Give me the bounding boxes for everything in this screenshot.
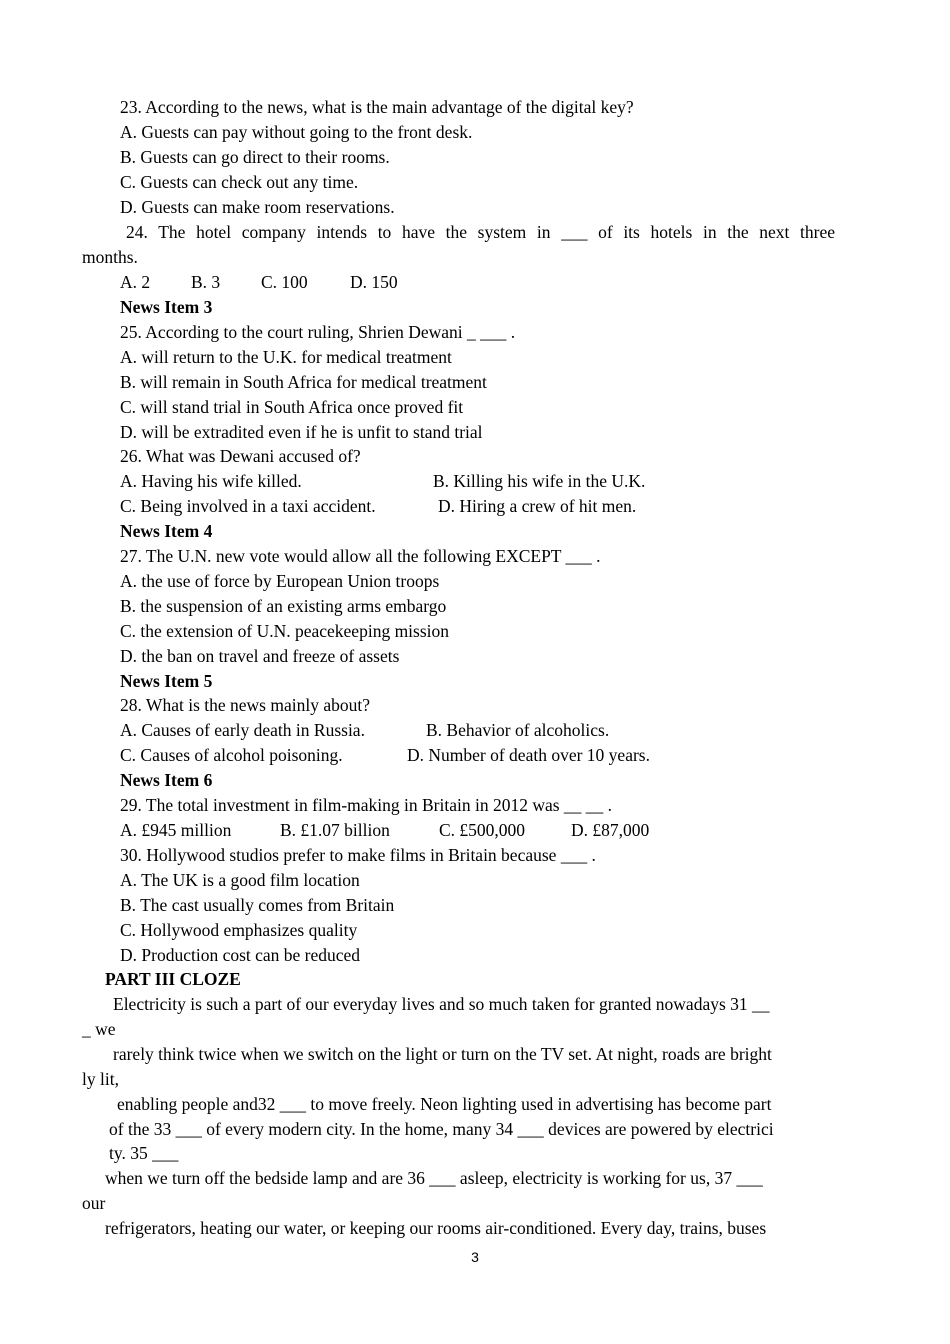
news-item-3-heading: News Item 3	[120, 297, 213, 317]
q29-option-d: D. £87,000	[571, 820, 650, 840]
news-item-4-heading: News Item 4	[120, 521, 213, 541]
cloze-line-8: when we turn off the bedside lamp and are 36 ___ asleep, electricity is working for us, 37 ___	[105, 1168, 763, 1188]
q27-option-b: B. the suspension of an existing arms embargo	[120, 596, 447, 616]
q23-option-d: D. Guests can make room reservations.	[120, 197, 395, 217]
cloze-line-2: _ we	[82, 1019, 116, 1039]
q28-option-b: B. Behavior of alcoholics.	[426, 720, 610, 740]
q25-option-a: A. will return to the U.K. for medical treatment	[120, 347, 452, 367]
q24-options	[120, 270, 398, 295]
q26-options-row2	[120, 494, 636, 519]
cloze-line-1: Electricity is such a part of our everyday lives and so much taken for granted nowadays 31 __	[113, 994, 770, 1014]
q28-option-d: D. Number of death over 10 years.	[407, 745, 650, 765]
q26-stem: 26. What was Dewani accused of?	[120, 446, 361, 466]
cloze-line-3: rarely think twice when we switch on the light or turn on the TV set. At night, roads are bright	[113, 1044, 772, 1064]
q30-option-d: D. Production cost can be reduced	[120, 945, 361, 965]
q30-option-a: A. The UK is a good film location	[120, 870, 360, 890]
q23-stem: 23. According to the news, what is the main advantage of the digital key?	[120, 97, 634, 117]
q24-option-c: C. 100	[261, 272, 308, 292]
cloze-line-10: refrigerators, heating our water, or keeping our rooms air-conditioned. Every day, trains, buses	[105, 1218, 767, 1238]
q30-stem: 30. Hollywood studios prefer to make films in Britain because ___ .	[120, 845, 596, 865]
q30-option-b: B. The cast usually comes from Britain	[120, 895, 395, 915]
q29-option-c: C. £500,000	[439, 820, 526, 840]
news-item-5-heading: News Item 5	[120, 671, 213, 691]
q27-option-c: C. the extension of U.N. peacekeeping mission	[120, 621, 450, 641]
news-item-6-heading: News Item 6	[120, 770, 213, 790]
q26-option-d: D. Hiring a crew of hit men.	[438, 496, 637, 516]
q28-options-row2	[120, 743, 650, 768]
q29-option-a: A. £945 million	[120, 820, 232, 840]
q24-option-d: D. 150	[350, 272, 398, 292]
q28-option-a: A. Causes of early death in Russia.	[120, 720, 365, 740]
cloze-line-5: enabling people and32 ___ to move freely. Neon lighting used in advertising has become part	[117, 1094, 772, 1114]
q23-option-a: A. Guests can pay without going to the front desk.	[120, 122, 473, 142]
q25-option-d: D. will be extradited even if he is unfit to stand trial	[120, 422, 483, 442]
page-number: 3	[471, 1249, 479, 1265]
q26-options-row1	[120, 469, 645, 494]
q24-option-a: A. 2	[120, 272, 151, 292]
q23-option-b: B. Guests can go direct to their rooms.	[120, 147, 390, 167]
q24-stem-line1: 24. The hotel company intends to have the system in ___ of its hotels in the next three	[126, 222, 835, 242]
q29-stem: 29. The total investment in film-making in Britain in 2012 was __ __ .	[120, 795, 613, 815]
q25-option-c: C. will stand trial in South Africa once proved fit	[120, 397, 464, 417]
q24-option-b: B. 3	[191, 272, 221, 292]
q25-stem: 25. According to the court ruling, Shrien Dewani _ ___ .	[120, 322, 516, 342]
q26-option-a: A. Having his wife killed.	[120, 471, 302, 491]
q27-option-d: D. the ban on travel and freeze of assets	[120, 646, 400, 666]
cloze-line-9: our	[82, 1193, 106, 1213]
q24-stem-line2: months.	[82, 247, 138, 267]
part-3-heading: PART III CLOZE	[105, 969, 241, 989]
cloze-line-4: ly lit,	[82, 1069, 119, 1089]
q28-options-row1	[120, 718, 609, 743]
q29-option-b: B. £1.07 billion	[280, 820, 390, 840]
q23-option-c: C. Guests can check out any time.	[120, 172, 359, 192]
q28-stem: 28. What is the news mainly about?	[120, 695, 370, 715]
cloze-line-6: of the 33 ___ of every modern city. In the home, many 34 ___ devices are powered by electrici	[109, 1119, 774, 1139]
q30-option-c: C. Hollywood emphasizes quality	[120, 920, 358, 940]
q27-stem: 27. The U.N. new vote would allow all the following EXCEPT ___ .	[120, 546, 601, 566]
q26-option-c: C. Being involved in a taxi accident.	[120, 496, 376, 516]
q29-options	[120, 818, 649, 843]
q25-option-b: B. will remain in South Africa for medical treatment	[120, 372, 487, 392]
q26-option-b: B. Killing his wife in the U.K.	[433, 471, 646, 491]
cloze-line-7: ty. 35 ___	[109, 1143, 179, 1163]
q27-option-a: A. the use of force by European Union troops	[120, 571, 440, 591]
q28-option-c: C. Causes of alcohol poisoning.	[120, 745, 343, 765]
